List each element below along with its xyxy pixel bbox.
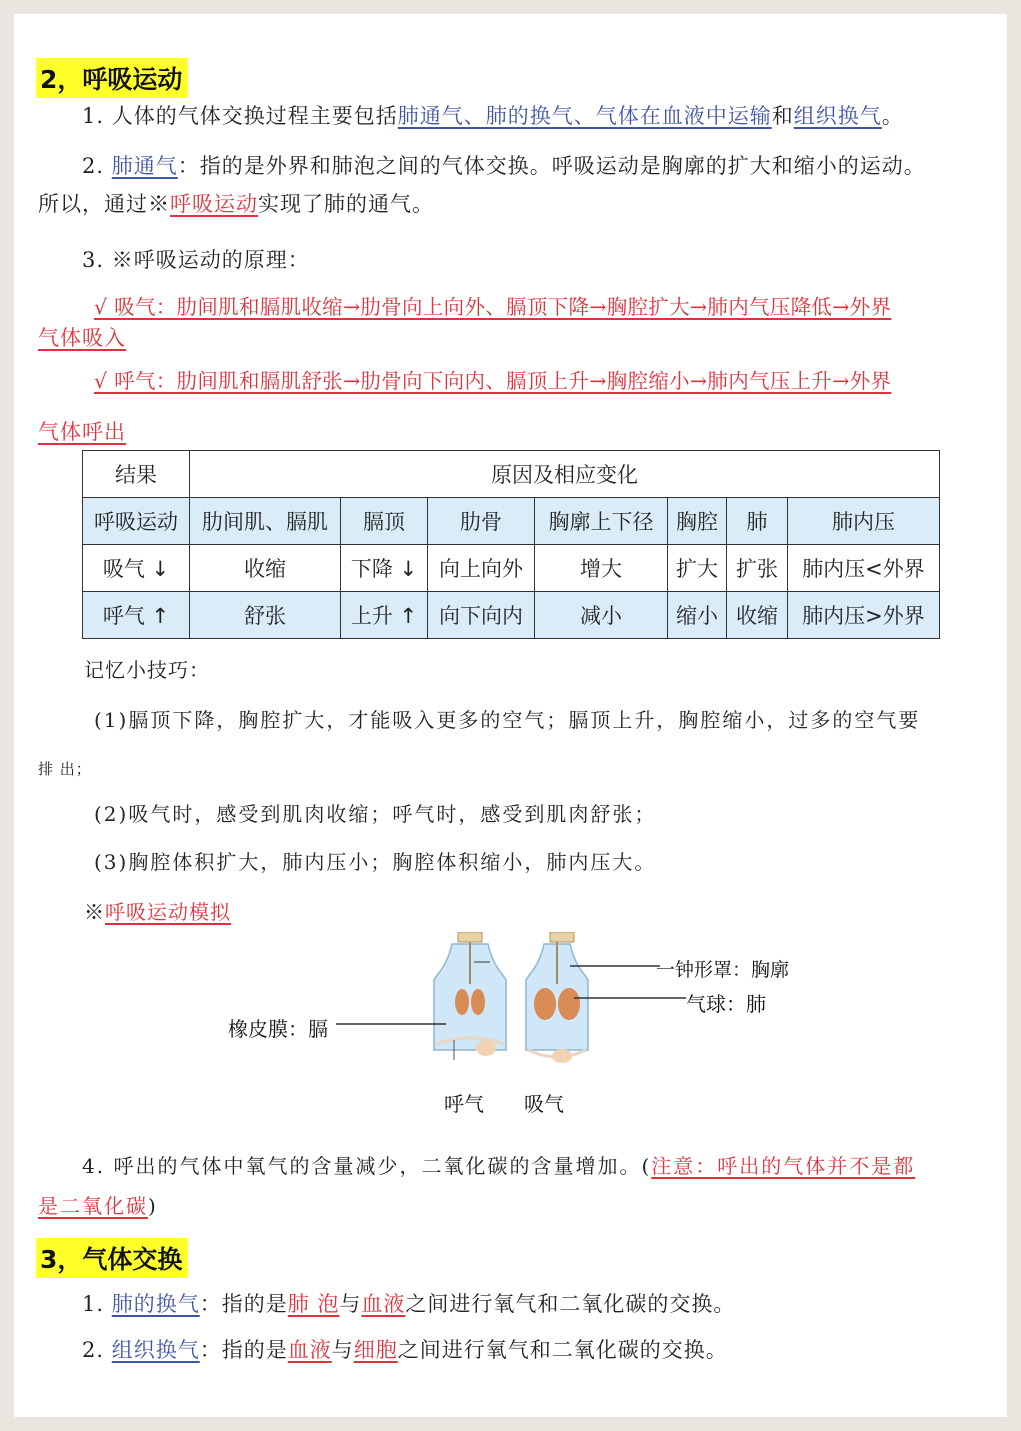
p1-num: 1. — [82, 104, 105, 128]
cell: 扩张 — [727, 545, 788, 592]
p2-line2-red: 呼吸运动 — [170, 192, 258, 216]
col-muscles: 肋间肌、膈肌 — [190, 498, 341, 545]
table-header-row — [83, 451, 940, 498]
p4-num: 4. — [82, 1154, 106, 1178]
header-result: 结果 — [83, 451, 190, 498]
cell: 舒张 — [190, 592, 341, 639]
s3p2-num: 2. — [82, 1338, 105, 1362]
paragraph-3 — [82, 244, 310, 274]
s3p1-a: 肺 泡 — [287, 1292, 340, 1316]
tip-1-line1: (1)膈顶下降，胸腔扩大，才能吸入更多的空气；膈顶上升，胸腔缩小，过多的空气要 — [94, 708, 921, 732]
s3p2-term: 组织换气 — [111, 1338, 200, 1362]
table-column-row — [83, 498, 940, 545]
right-jar-stopper-icon — [550, 932, 574, 942]
cell: 肺内压>外界 — [788, 592, 940, 639]
s3p1-term: 肺的换气 — [111, 1292, 200, 1316]
label-bell-jar: 一钟形罩：胸廓 — [656, 959, 790, 981]
table-row-inhale — [83, 545, 940, 592]
sim-mark: ※ — [84, 900, 105, 924]
p2-line2-pre: 所以，通过※ — [38, 192, 170, 216]
exhale-principle-line2: 气体呼出 — [38, 420, 126, 444]
inhale-principle-line1: √ 吸气：肋间肌和膈肌收缩→肋骨向上向外、膈顶下降→胸腔扩大→肺内气压降低→外界 — [94, 295, 892, 319]
label-balloon: 气球：肺 — [686, 992, 766, 1016]
p1-link-tissue: 组织换气 — [793, 104, 882, 128]
s3p1-pre: ：指的是 — [199, 1292, 288, 1316]
respiration-table — [82, 450, 940, 639]
paragraph-2-line1 — [82, 150, 926, 180]
section3-paragraph-1 — [82, 1288, 735, 1318]
label-inhale: 吸气 — [524, 1092, 564, 1116]
s3p1-post: 之间进行氧气和二氧化碳的交换。 — [405, 1292, 736, 1316]
cell: 向下向内 — [428, 592, 535, 639]
cell: 吸气 ↓ — [83, 545, 190, 592]
label-exhale: 呼气 — [444, 1092, 484, 1116]
s3p2-post: 之间进行氧气和二氧化碳的交换。 — [397, 1338, 728, 1362]
s3p1-b: 血液 — [361, 1292, 406, 1316]
cell: 扩大 — [668, 545, 727, 592]
sim-title: 呼吸运动模拟 — [105, 900, 231, 924]
simulation-heading — [84, 896, 231, 925]
col-thorax: 胸廓上下径 — [535, 498, 668, 545]
left-jar-stopper-icon — [458, 932, 482, 942]
cell: 呼气 ↑ — [83, 592, 190, 639]
left-hand-icon — [476, 1040, 496, 1056]
cell: 向上向外 — [428, 545, 535, 592]
p4-note-line1: 注意：呼出的气体并不是都 — [651, 1154, 916, 1178]
diagram-pointer-lines — [314, 954, 694, 1034]
s3p2-mid: 与 — [331, 1338, 354, 1362]
tips-title: 记忆小技巧： — [84, 658, 210, 682]
cell: 增大 — [535, 545, 668, 592]
col-pressure: 肺内压 — [788, 498, 940, 545]
cell: 收缩 — [190, 545, 341, 592]
col-respiration: 呼吸运动 — [83, 498, 190, 545]
tip-1-line2: 排 出； — [38, 760, 92, 778]
col-diaphragm: 膈顶 — [341, 498, 428, 545]
cell: 上升 ↑ — [341, 592, 428, 639]
cell: 肺内压<外界 — [788, 545, 940, 592]
label-membrane: 橡皮膜：膈 — [228, 1017, 328, 1041]
right-hand-icon — [552, 1049, 572, 1063]
p4-close: ) — [148, 1194, 158, 1218]
exhale-principle-line1: √ 呼气：肋间肌和膈肌舒张→肋骨向下向内、膈顶上升→胸腔缩小→肺内气压上升→外界 — [94, 369, 892, 393]
p1-pre: 人体的气体交换过程主要包括 — [111, 104, 398, 128]
s3p1-num: 1. — [82, 1292, 105, 1316]
cell: 收缩 — [727, 592, 788, 639]
s3p1-mid: 与 — [339, 1292, 362, 1316]
section3-paragraph-2 — [82, 1334, 728, 1364]
p2-line2-post: 实现了肺的通气。 — [258, 192, 434, 216]
p3-num: 3. — [82, 248, 105, 272]
p4-note-line2: 是二氧化碳 — [38, 1194, 148, 1218]
col-ribs: 肋骨 — [428, 498, 535, 545]
paragraph-4-line1 — [82, 1150, 915, 1179]
cell: 缩小 — [668, 592, 727, 639]
paragraph-1 — [82, 100, 904, 130]
page — [14, 14, 1007, 1417]
table-row-exhale — [83, 592, 940, 639]
p2-num: 2. — [82, 154, 105, 178]
s3p2-pre: ：指的是 — [199, 1338, 288, 1362]
tip-3: (3)胸腔体积扩大，肺内压小；胸腔体积缩小，肺内压大。 — [94, 850, 657, 874]
p1-link-processes: 肺通气、肺的换气、气体在血液中运输 — [397, 104, 772, 128]
p2-term: 肺通气 — [111, 154, 178, 178]
section2-heading: 2，呼吸运动 — [36, 58, 188, 98]
cell: 下降 ↓ — [341, 545, 428, 592]
p3-text: ※呼吸运动的原理： — [111, 248, 310, 272]
inhale-principle-line2: 气体吸入 — [38, 326, 126, 350]
col-lung: 肺 — [727, 498, 788, 545]
p1-mid: 和 — [771, 104, 794, 128]
p1-end: 。 — [881, 104, 904, 128]
cell: 减小 — [535, 592, 668, 639]
s3p2-b: 细胞 — [353, 1338, 398, 1362]
p2-line1-rest: ：指的是外界和肺泡之间的气体交换。呼吸运动是胸廓的扩大和缩小的运动。 — [177, 154, 926, 178]
col-chest: 胸腔 — [668, 498, 727, 545]
section3-heading: 3，气体交换 — [36, 1238, 188, 1278]
paragraph-4-line2 — [38, 1190, 158, 1219]
tip-2: (2)吸气时，感受到肌肉收缩；呼气时，感受到肌肉舒张； — [94, 802, 657, 826]
s3p2-a: 血液 — [287, 1338, 332, 1362]
p4-text: 呼出的气体中氧气的含量减少，二氧化碳的含量增加。( — [113, 1154, 652, 1178]
header-cause: 原因及相应变化 — [190, 451, 940, 498]
paragraph-2-line2 — [38, 188, 434, 218]
